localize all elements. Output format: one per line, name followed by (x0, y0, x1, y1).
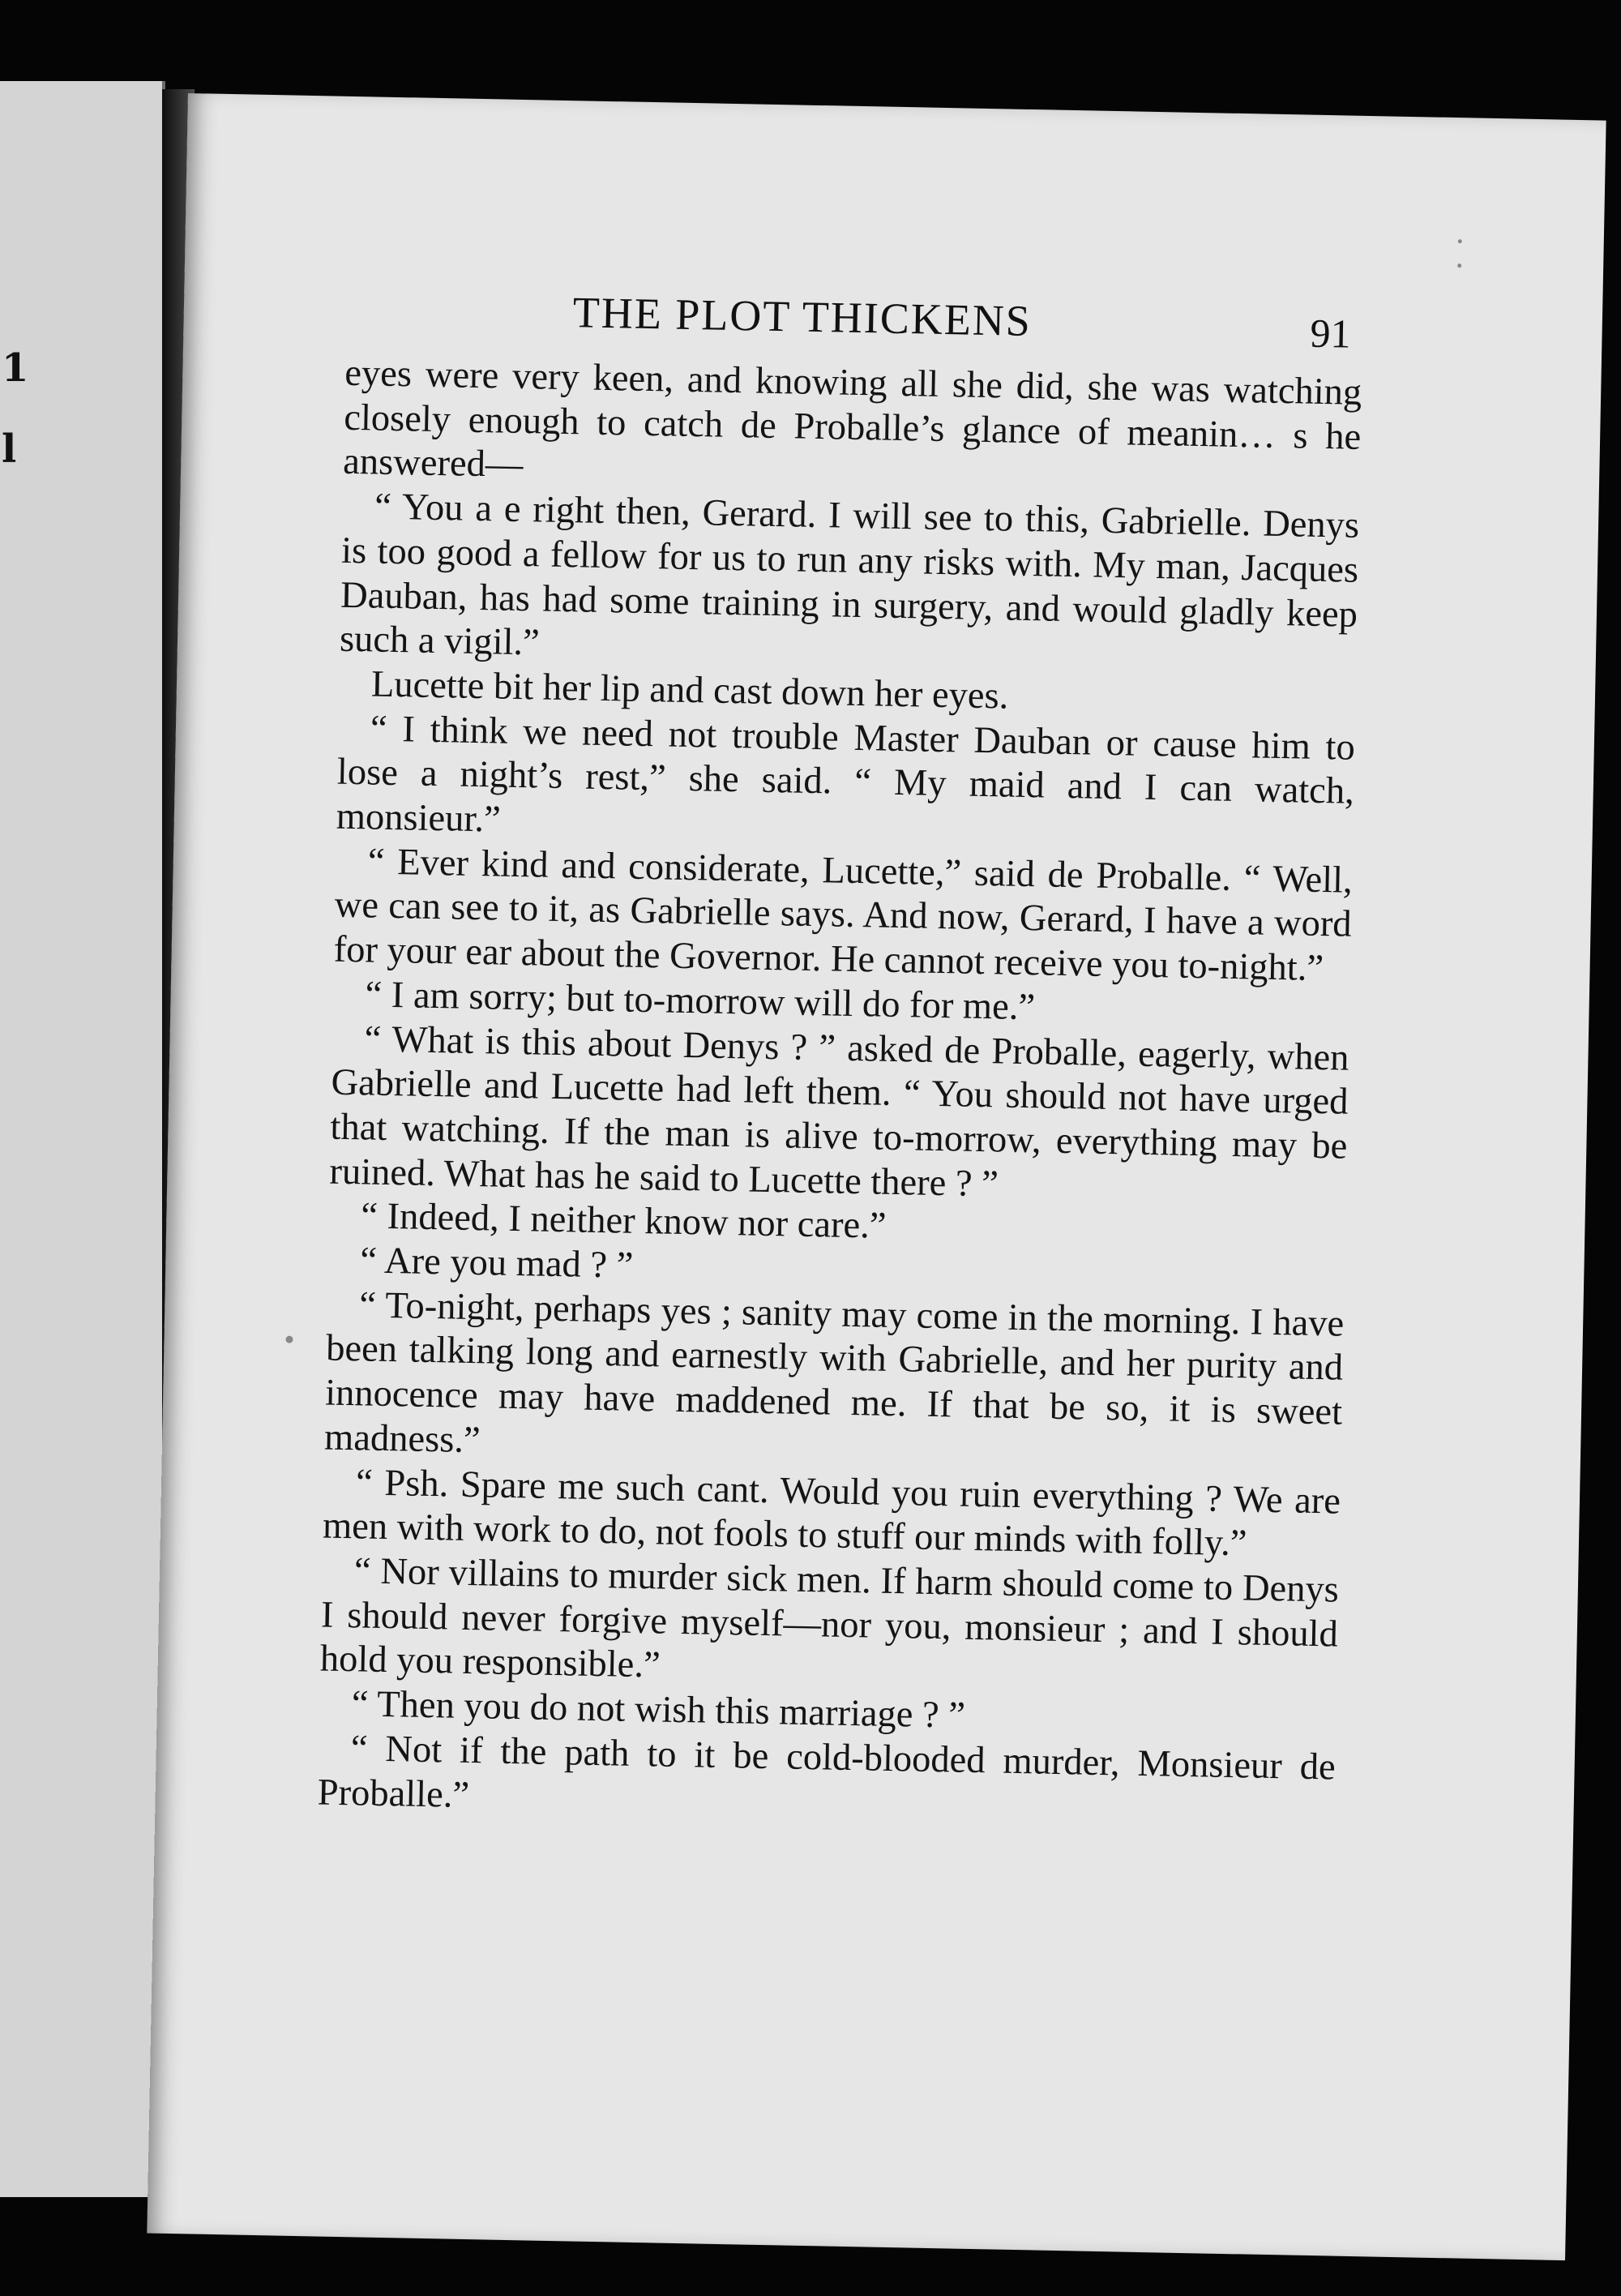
paragraph: “ Then you do not wish this marriage ? ” (351, 1683, 966, 1737)
page-number: 91 (1310, 310, 1352, 357)
paragraph: “ You a e right then, Gerard. I will see to this, Gabrielle. Denys is too good a fellow for us to run any risks with. My man, Jacques Dauban, has had some training in surgery, and would gladly keep such a vigil.” (339, 486, 1360, 664)
paragraph: “ Not if the path to it be cold-blooded murder, Monsieur de Proballe.” (317, 1728, 1337, 1816)
left-page-edge (0, 81, 165, 2197)
paragraph: eyes were very keen, and knowing all she did, she was watching closely enough to catch de Proballe’s glance of meanin… s he answered— (342, 352, 1362, 486)
paragraph: “ I am sorry; but to-morrow will do for me.” (365, 974, 1036, 1029)
paragraph: Lucette bit her lip and cast down her eyes. (370, 663, 1009, 718)
page-title: THE PLOT THICKENS (572, 288, 1033, 346)
paragraph: “ To-night, perhaps yes ; sanity may come in the morning. I have been talking long and earnestly with Gabrielle, and her purity and innocence may have maddened me. If that be so, it is sweet madness.” (323, 1284, 1345, 1462)
paragraph: “ Psh. Spare me such cant. Would you ruin everything ? We are men with work to do, not fools to stuff our minds with folly.” (322, 1461, 1341, 1565)
paragraph: “ Are you mad ? ” (359, 1240, 634, 1287)
paper-speck (285, 1336, 293, 1343)
paragraph: “ What is this about Denys ? ” asked de Proballe, eagerly, when Gabrielle and Lucette had left them. “ You should not have urged that watching. If the man is alive to-morrow, everything may be ruined. What has he said to Lucette there ? ” (329, 1017, 1349, 1206)
left-page-glyph: l (2, 426, 17, 472)
paper-speck (1457, 263, 1461, 268)
body-text (317, 352, 1362, 1835)
left-page-glyph: 1 (2, 345, 29, 391)
paragraph: “ I think we need not trouble Master Dauban or cause him to lose a night’s rest,” she said. “ My maid and I can watch, monsieur.” (336, 708, 1356, 841)
paragraph: “ Nor villains to murder sick men. If harm should come to Denys I should never forgive myself—nor you, monsieur ; and I should hold you responsible.” (319, 1550, 1340, 1686)
paper-speck (1458, 239, 1462, 243)
paragraph: “ Indeed, I neither know nor care.” (360, 1195, 887, 1248)
paragraph: “ Ever kind and considerate, Lucette,” said de Proballe. “ Well, we can see to it, as Gabrielle says. And now, Gerard, I have a word for your ear about the Governor. He cannot receive you to-night.” (333, 841, 1354, 990)
right-page (147, 93, 1606, 2260)
